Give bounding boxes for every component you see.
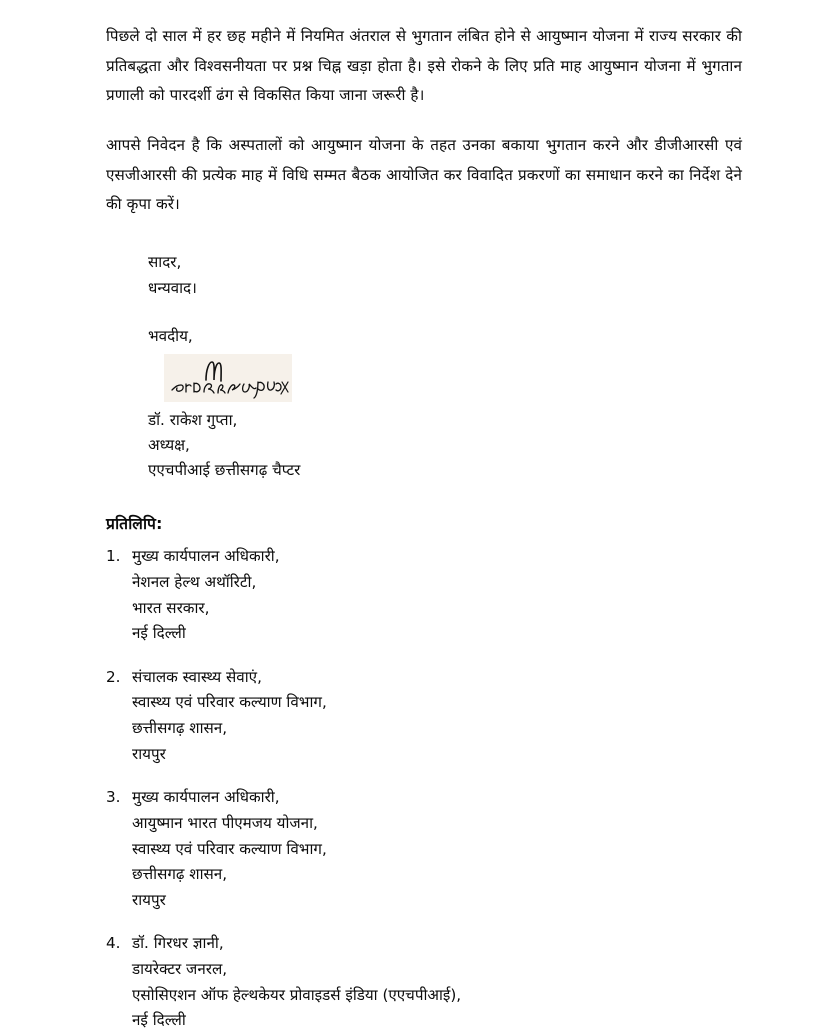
list-item — [106, 544, 742, 647]
list-item-line: नई दिल्ली — [132, 1011, 186, 1030]
list-item-lines — [132, 665, 742, 768]
signatory-name: डॉ. राकेश गुप्ता, — [148, 411, 238, 430]
spacer — [106, 240, 742, 250]
list-item-line: रायपुर — [132, 890, 166, 909]
list-item-lines — [132, 785, 742, 913]
list-item-line: छत्तीसगढ़ शासन, — [132, 865, 228, 884]
list-item-line: एसोसिएशन ऑफ हेल्थकेयर प्रोवाइडर्स इंडिया (एएचपीआई), — [132, 985, 462, 1004]
list-item-line: स्वास्थ्य एवं परिवार कल्याण विभाग, — [132, 693, 327, 712]
list-item-line: आयुष्मान भारत पीएमजय योजना, — [132, 813, 318, 832]
list-item-line: नई दिल्ली — [132, 624, 186, 643]
sincerely-line: भवदीय, — [148, 327, 193, 346]
signature-image — [164, 354, 292, 402]
closing-block — [148, 250, 742, 301]
list-item-lines — [132, 931, 742, 1034]
list-item-line: मुख्य कार्यपालन अधिकारी, — [132, 788, 280, 807]
closing-regards: सादर, — [148, 252, 182, 271]
list-item-line: मुख्य कार्यपालन अधिकारी, — [132, 547, 280, 566]
list-item-line: डायरेक्टर जनरल, — [132, 960, 228, 979]
list-item-line: भारत सरकार, — [132, 598, 210, 617]
list-item-line: छत्तीसगढ़ शासन, — [132, 719, 228, 738]
list-item-number: 4. — [106, 934, 121, 953]
closing-thanks: धन्यवाद। — [148, 279, 197, 298]
copy-to-heading: प्रतिलिपि: — [106, 515, 163, 534]
list-item-number: 1. — [106, 547, 121, 566]
list-item — [106, 665, 742, 768]
body-paragraph-2: आपसे निवेदन है कि अस्पतालों को आयुष्मान योजना के तहत उनका बकाया भुगतान करने और डीजीआरसी एवं एसजीआरसी की प्रत्येक माह में विधि सम्मत बैठक आयोजित कर विवादित प्रकरणों का समाधान करने का निर्देश देने की कृपा करें। — [106, 135, 742, 214]
signatory-designation: अध्यक्ष, — [148, 436, 190, 455]
list-item-line: संचालक स्वास्थ्य सेवाएं, — [132, 667, 262, 686]
list-item — [106, 931, 742, 1034]
list-item-line: डॉ. गिरधर ज्ञानी, — [132, 934, 224, 953]
body-paragraph-1: पिछले दो साल में हर छह महीने में नियमित अंतराल से भुगतान लंबित होने से आयुष्मान योजना में राज्य सरकार की प्रतिबद्धता और विश्वसनीयता पर प्रश्न चिह्न खड़ा होता है। इसे रोकने के लिए प्रति माह आयुष्मान योजना में भुगतान प्रणाली को पारदर्शी ढंग से विकसित किया जाना जरूरी है। — [106, 27, 742, 105]
list-item-lines — [132, 544, 742, 647]
list-item-line: स्वास्थ्य एवं परिवार कल्याण विभाग, — [132, 839, 327, 858]
list-item-number: 2. — [106, 667, 121, 686]
list-item-line: नेशनल हेल्थ अथॉरिटी, — [132, 572, 257, 591]
list-item-line: रायपुर — [132, 744, 166, 763]
signatory-organization: एएचपीआई छत्तीसगढ़ चैप्टर — [148, 460, 301, 479]
list-item-number: 3. — [106, 788, 121, 807]
signatory-block — [148, 408, 742, 482]
list-item — [106, 785, 742, 913]
copy-to-list — [106, 544, 742, 1034]
